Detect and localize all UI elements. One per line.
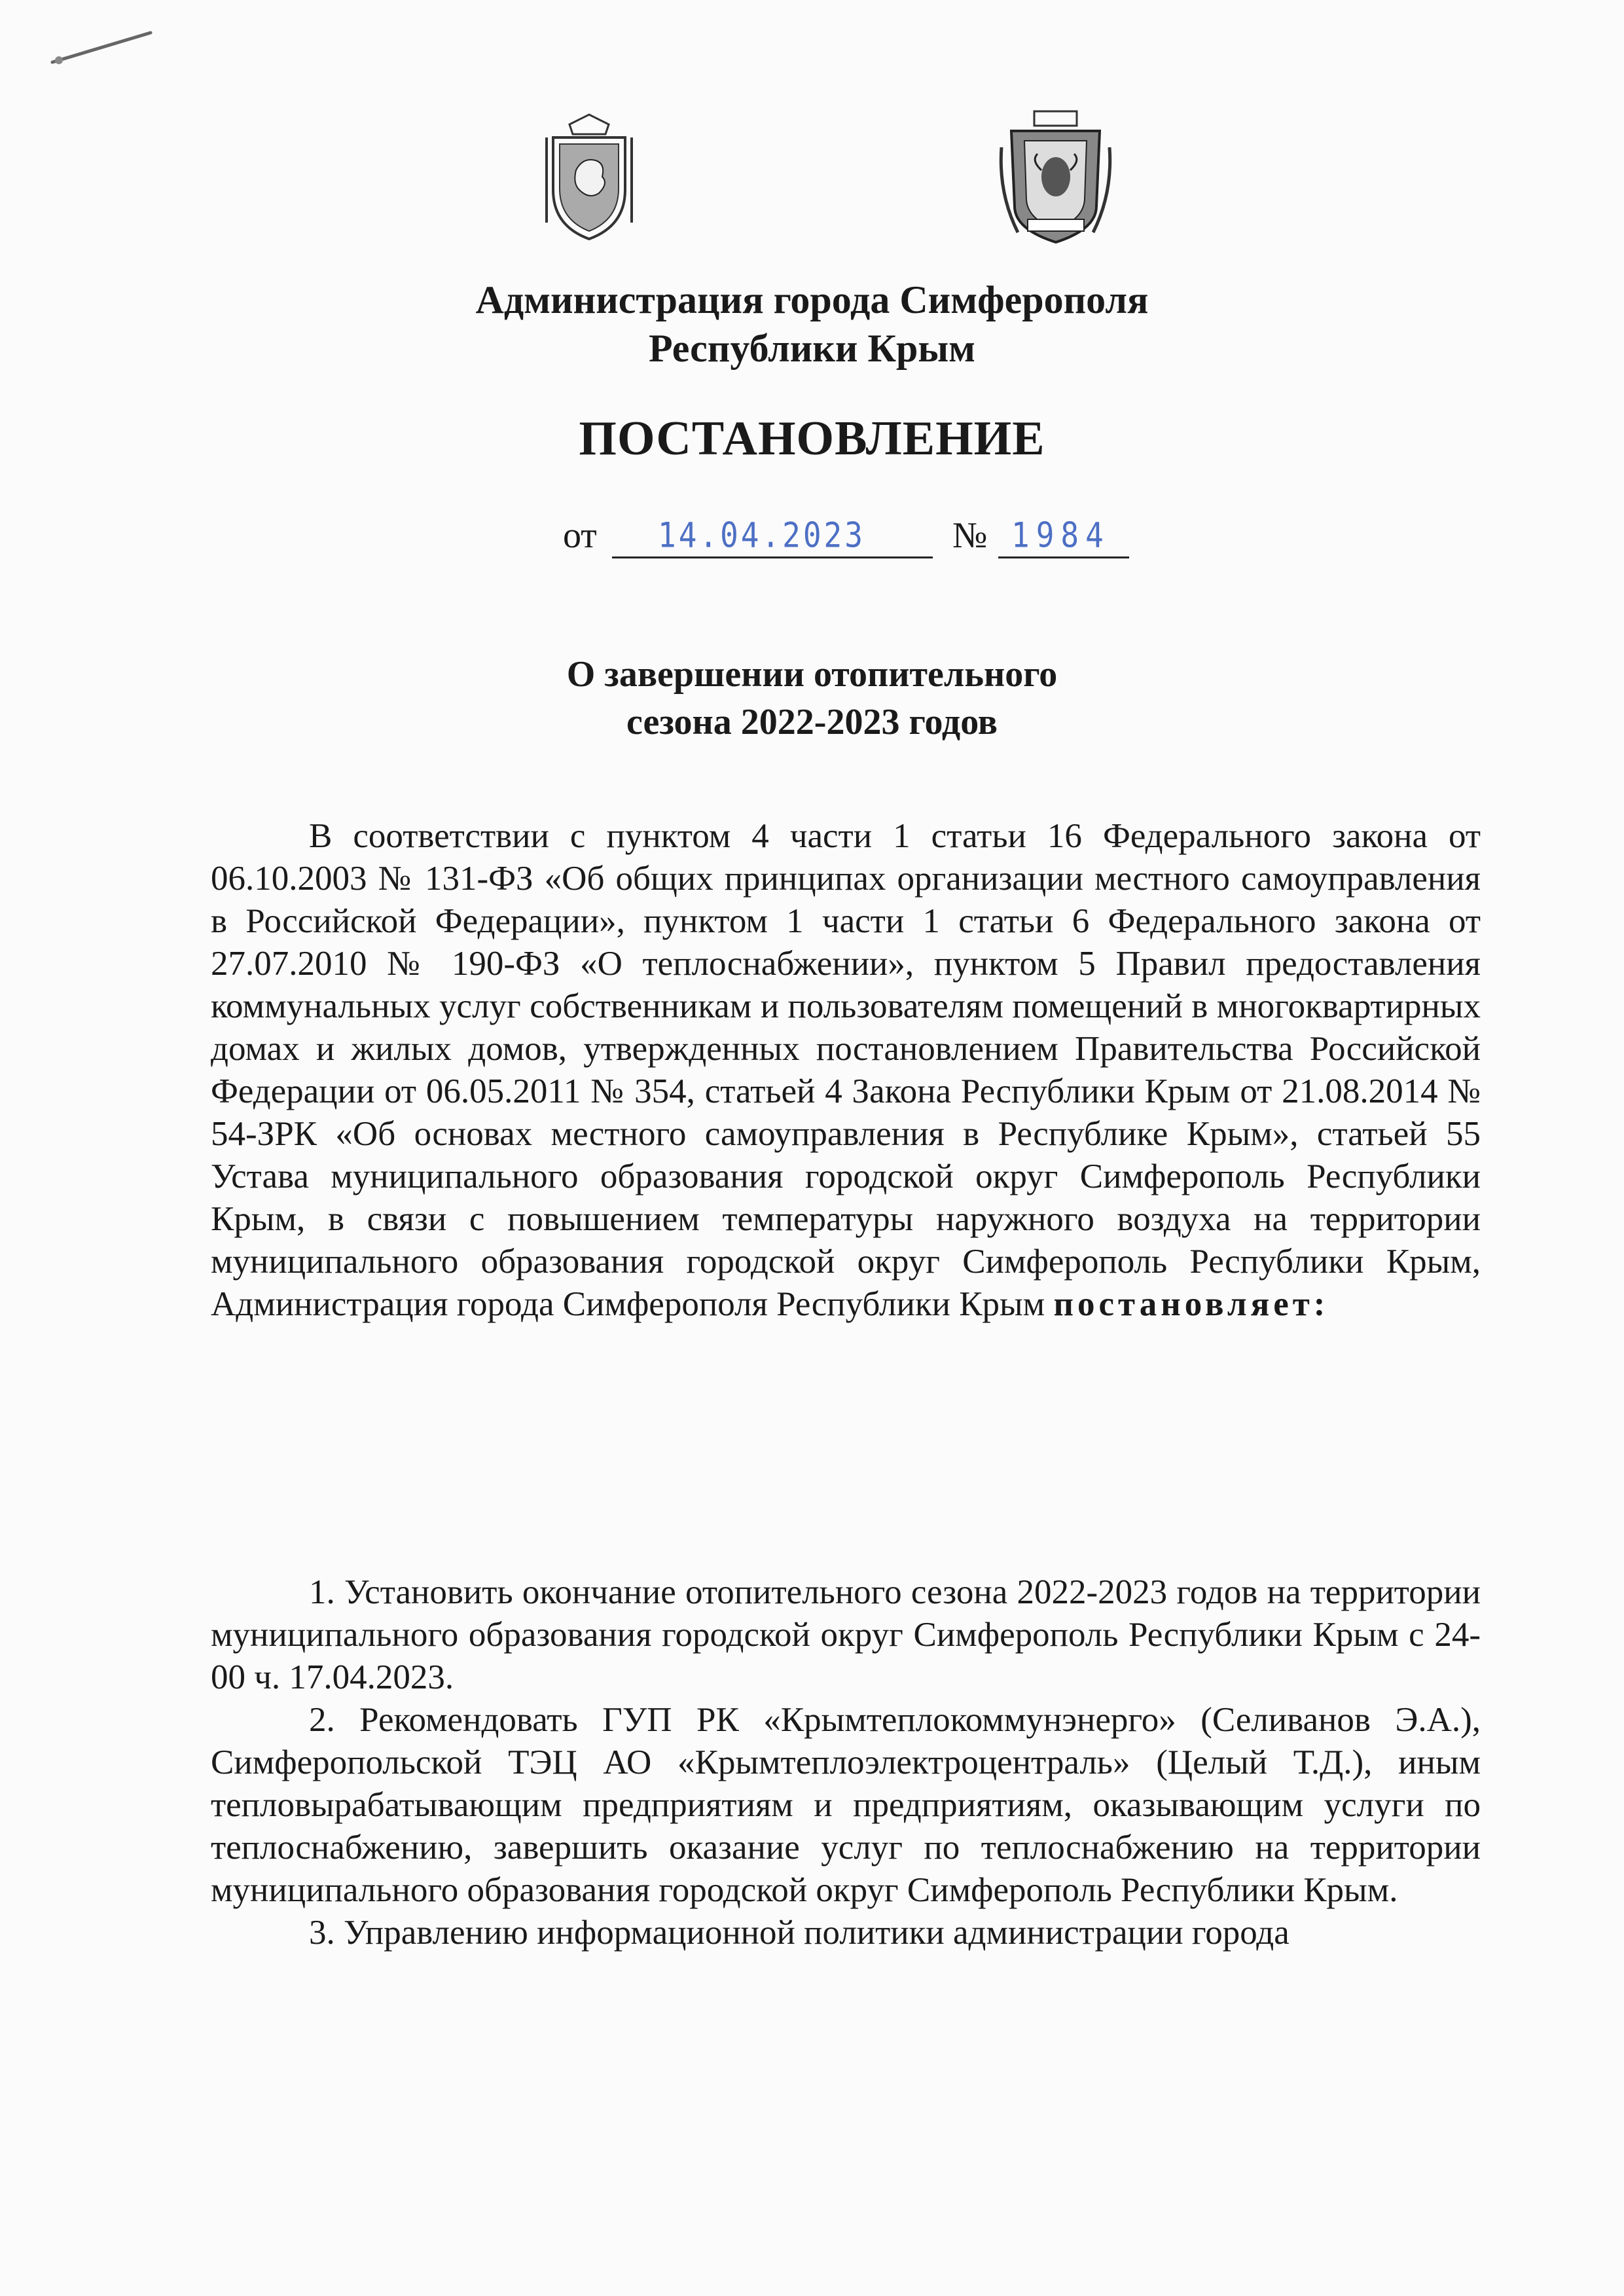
date-stamp: 14.04.2023: [658, 514, 865, 556]
resolution-item-2: 2. Рекомендовать ГУП РК «Крымтеплокоммунэнерго» (Селиванов Э.А.), Симферопольской ТЭЦ АО «Крымтеплоэлектроцентраль» (Целый Т.Д.), иным тепловырабатывающим предприятиям и предприятиям, оказывающим услуги по теплоснабжению, завершить оказание услуг по теплоснабжению на территории муниципального образования городской округ Симферополь Республики Крым.: [211, 1701, 1481, 1909]
resolution-item-3: 3. Управлению информационной политики администрации города: [309, 1914, 1290, 1952]
scan-mark-icon: [46, 26, 157, 72]
number-stamp: 1984: [1011, 514, 1110, 556]
simferopol-coat-of-arms-icon: [998, 108, 1113, 246]
crimea-coat-of-arms-icon: [543, 111, 635, 242]
subject-line-1: О завершении отопительного: [566, 654, 1058, 695]
number-field: [998, 511, 1129, 558]
date-label: от: [563, 515, 597, 556]
resolution-items: [211, 1571, 1481, 1954]
resolution-item-1: 1. Установить окончание отопительного сезона 2022-2023 годов на территории муниципального образования городской округ Симферополь Республики Крым с 24-00 ч. 17.04.2023.: [211, 1573, 1481, 1696]
preamble: [211, 815, 1481, 1326]
issuer-name: Администрация города Симферополя: [475, 278, 1149, 321]
subject-line-2: сезона 2022-2023 годов: [626, 702, 998, 742]
preamble-text: В соответствии с пунктом 4 части 1 статьи 16 Федерального закона от 06.10.2003 № 131-ФЗ «Об общих принципах организации местного самоуправления в Российской Федерации», пунктом 1 части 1 статьи 6 Федерального закона от 27.07.2010 № 190-ФЗ «О теплоснабжении», пунктом 5 Правил предоставления коммунальных услуг собственникам и пользователям помещений в многоквартирных домах и жилых домов, утвержденных постановлением Правительства Российской Федерации от 06.05.2011 № 354, статьей 4 Закона Республики Крым от 21.08.2014 № 54-ЗРК «Об основах местного самоуправления в Республике Крым», статьей 55 Устава муниципального образования городской округ Симферополь Республики Крым, в связи с повышением температуры наружного воздуха на территории муниципального образования городской округ Симферополь Республики Крым, Администрация города Симферополя Республики Крым: [211, 817, 1481, 1323]
date-field: [612, 511, 933, 558]
resolves-word: постановляет:: [1053, 1285, 1329, 1323]
number-label: №: [952, 515, 988, 556]
preamble-paragraph: [211, 815, 1481, 1326]
document-title: ПОСТАНОВЛЕНИЕ: [579, 412, 1045, 465]
issuer-region: Республики Крым: [648, 327, 976, 370]
